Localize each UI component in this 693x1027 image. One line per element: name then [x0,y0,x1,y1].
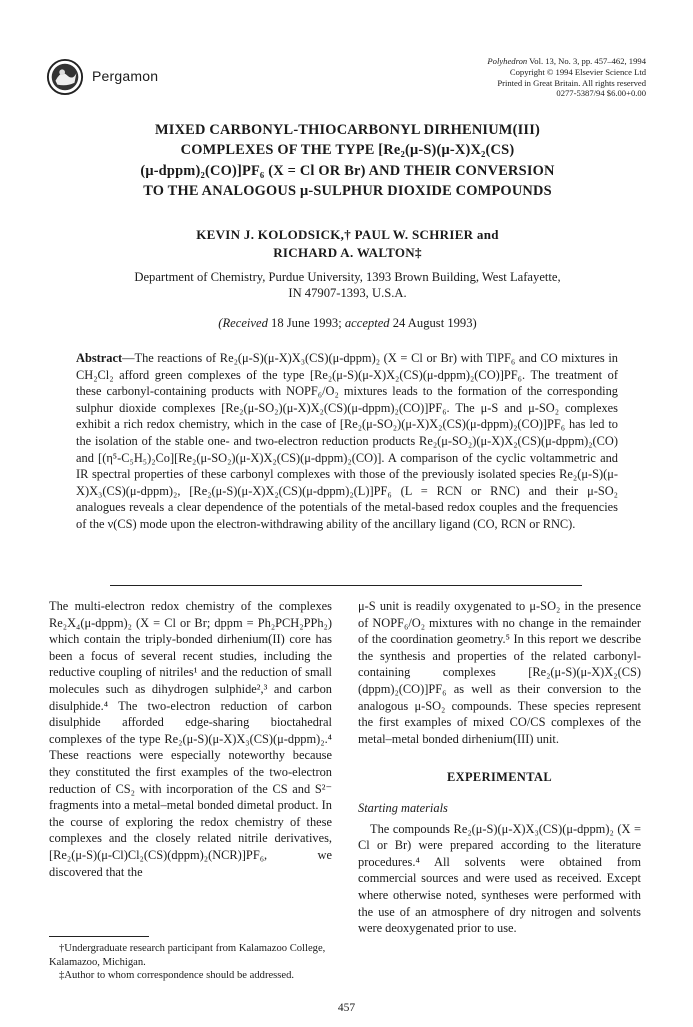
abstract-divider [110,585,582,586]
affiliation-line: Department of Chemistry, Purdue University, 1393 Brown Building, West Lafayette, [134,270,561,284]
footnote: †Undergraduate research participant from Kalamazoo College, Kalamazoo, Michigan. [49,943,326,968]
article-title [60,120,635,202]
authors-line: KEVIN J. KOLODSICK,† PAUL W. SCHRIER and [196,227,499,242]
received-open: (Received [218,316,268,330]
intro-paragraph: The multi-electron redox chemistry of the complexes Re₂X₄(μ-dppm)₂ (X = Cl or Br; dppm = Ph₂PCH₂PPh₂) which contain the triply-bonded dirhenium(II) core has been a focus of several recent studies, including the reductive coupling of nitriles¹ and the reduction of small molecules such as dihydrogen sulphide²,³ and carbon disulphide.⁴ The two-electron reduction of carbon disulphide afforded edge-sharing bioctahedral complexes of the type Re₂(μ-S)(μ-X)X₃(CS)(μ-dppm)₂.⁴ These reactions were especially noteworthy because they constituted the first examples of the two-electron reduction of CS₂ with incorporation of the CS and S²⁻ fragments into a metal–metal bonded dimetal product. In the course of exploring the redox chemistry of these complexes and the closely related nitrile derivatives, [Re₂(μ-S)(μ-Cl)Cl₂(CS)(dppm)₂(NCR)]PF₆, we discovered that the [49,599,332,879]
abstract-label: Abstract [76,351,123,365]
received-dates [60,316,635,331]
page-number: 457 [337,1002,356,1014]
price-line: 0277-5387/94 $6.00+0.00 [556,88,646,99]
authors [60,226,635,261]
title-line: MIXED CARBONYL-THIOCARBONYL DIRHENIUM(III) [155,122,540,138]
authors-line: RICHARD A. WALTON‡ [273,244,422,260]
footnote-divider [49,936,149,937]
body-left-column [49,598,332,880]
footnote: ‡Author to whom correspondence should be addressed. [59,970,295,982]
title-line: TO THE ANALOGOUS μ-SULPHUR DIOXIDE COMPOUNDS [143,183,552,200]
printed-line: Printed in Great Britain. All rights reserved [497,77,646,88]
abstract [76,350,618,533]
title-line: COMPLEXES OF THE TYPE [Re₂(μ-S)(μ-X)X₂(CS) [180,142,515,159]
section-heading: EXPERIMENTAL [446,770,553,785]
body-right-column [358,598,641,937]
footnotes [49,942,332,983]
intro-paragraph-continued: μ-S unit is readily oxygenated to μ-SO₂ in the presence of NOPF₆/O₂ mixtures with no change in the remainder of the coordination geometry.⁵ In this report we describe the synthesis and properties of the related carbonyl-containing complexes [Re₂(μ-S)(μ-X)X₂(CS)(dppm)₂(CO)]PF₆ as well as their conversion to the analogous μ-SO₂ compounds. These species represent the first examples of mixed CO/CS complexes of the metal–metal bonded dirhenium(III) unit. [358,599,641,746]
accepted-label: accepted [344,316,390,330]
publisher-name: Pergamon [92,68,159,84]
pergamon-logo-icon [46,58,84,96]
copyright-line: Copyright © 1994 Elsevier Science Ltd [509,66,646,77]
publication-info [487,56,646,99]
journal-name: Polyhedron [487,56,528,66]
journal-volume: Vol. 13, No. 3, pp. 457–462, 1994 [527,56,646,66]
received-date: 18 June 1993; [267,316,345,330]
abstract-text: —The reactions of Re₂(μ-S)(μ-X)X₃(CS)(μ-dppm)₂ (X = Cl or Br) with TlPF₆ and CO mixtures in CH₂Cl₂ afford green complexes of the type [Re₂(μ-S)(μ-X)X₂(CS)(μ-dppm)₂(CO)]PF₆. The treatment of these carbonyl-containing products with NOPF₆/O₂ mixtures leads to the formation of the corresponding sulphur dioxide complexes [Re₂(μ-SO₂)(μ-X)X₂(CS)(μ-dppm)₂(CO)]PF₆. The μ-S and μ-SO₂ complexes exhibit a rich redox chemistry, which in the case of [Re₂(μ-SO₂)(μ-X)X₂(CS)(μ-dppm)₂(CO)]PF₆ has led to the isolation of the stable one- and two-electron reduction products Re₂(μ-SO₂)(μ-X)X₂(CS)(μ-dppm)₂(CO) and [(η⁵-C₅H₅)₂Co][Re₂(μ-SO₂)(μ-X)X₂(CS)(μ-dppm)₂(CO)]. A comparison of the cyclic voltammetric and IR spectral properties of these carbonyl complexes with those of the previously isolated species Re₂(μ-S)(μ-X)X₃(CS)(μ-dppm)₂, [Re₂(μ-S)(μ-X)X₂(CS)(μ-dppm)₂(L)]PF₆ (L = RCN or RNC) and their μ-SO₂ analogues reveals a clear dependence of the potentials of the metal-based redox couples and the frequencies of the ν(CS) mode upon the electron-withdrawing ability of the ancillary ligand (CO, RCN or RNC). [76,351,618,531]
affiliation-line: IN 47907-1393, U.S.A. [288,286,407,301]
experimental-paragraph: The compounds Re₂(μ-S)(μ-X)X₃(CS)(μ-dppm)₂ (X = Cl or Br) were prepared according to the literature procedures.⁴ All solvents were obtained from commercial sources and were used as received. Except where otherwise noted, syntheses were performed with the use of an atmosphere of dry nitrogen and solvents were deoxygenated prior to use. [358,821,641,936]
affiliation [60,269,635,302]
title-line: (μ-dppm)₂(CO)]PF₆ (X = Cl OR Br) AND THEIR CONVERSION [140,162,555,179]
accepted-date: 24 August 1993) [389,316,477,330]
subsection-heading: Starting materials [358,800,448,815]
